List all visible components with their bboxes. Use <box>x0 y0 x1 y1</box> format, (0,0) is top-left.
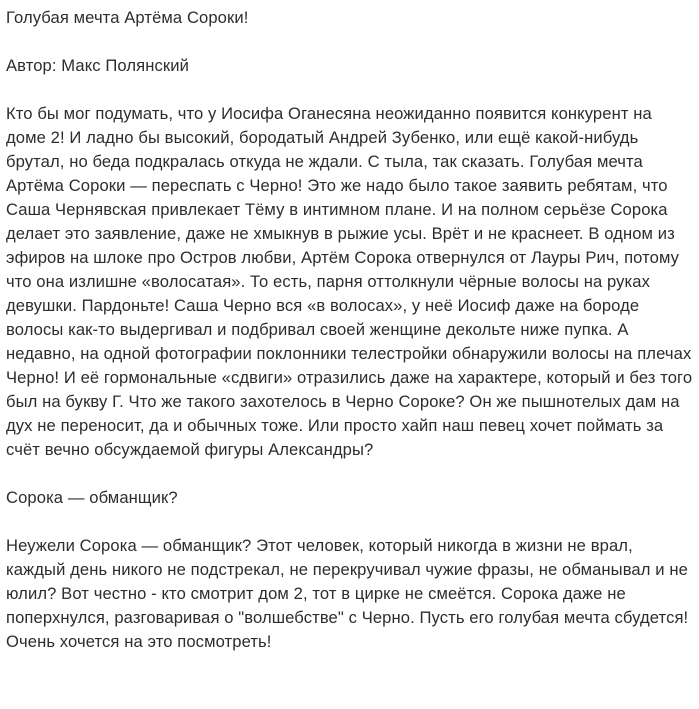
article-paragraph-1: Кто бы мог подумать, что у Иосифа Оганесяна неожиданно появится конкурент на доме 2! И ладно бы высокий, бородатый Андрей Зубенко, или ещё какой-нибудь брутал, но беда подкралась откуда не ждали. С тыла, так сказать. Голубая мечта Артёма Сороки — переспать с Черно! Это же надо было такое заявить ребятам, что Саша Чернявская привлекает Тёму в интимном плане. И на полном серьёзе Сорока делает это заявление, даже не хмыкнув в рыжие усы. Врёт и не краснеет. В одном из эфиров на шлоке про Остров любви, Артём Сорока отвернулся от Лауры Рич, потому что она излишне «волосатая». То есть, парня оттолкнули чёрные волосы на руках девушки. Пардоньте! Саша Черно вся «в волосах», у неё Иосиф даже на бороде волосы как-то выдергивал и подбривал своей женщине декольте ниже пупка. А недавно, на одной фотографии поклонники телестройки обнаружили волосы на плечах Черно! И её гормональные «сдвиги» отразились даже на характере, который и без того был на букву Г. Что же такого захотелось в Черно Сороке? Он же пышнотелых дам на дух не переносит, да и обычных тоже. Или просто хайп наш певец хочет поймать за счёт вечно обсуждаемой фигуры Александры? <box>6 104 693 459</box>
article-author: Автор: Макс Полянский <box>6 56 190 75</box>
article-title: Голубая мечта Артёма Сороки! <box>6 8 249 27</box>
article-subheading: Сорока — обманщик? <box>6 488 178 507</box>
article-paragraph-2: Неужели Сорока — обманщик? Этот человек, который никогда в жизни не врал, каждый день никого не подстрекал, не перекручивал чужие фразы, не обманывал и не юлил? Вот честно - кто смотрит дом 2, тот в цирке не смеётся. Сорока даже не поперхнулся, разговаривая о "волшебстве" с Черно. Пусть его голубая мечта сбудется! Очень хочется на это посмотреть! <box>6 536 689 651</box>
